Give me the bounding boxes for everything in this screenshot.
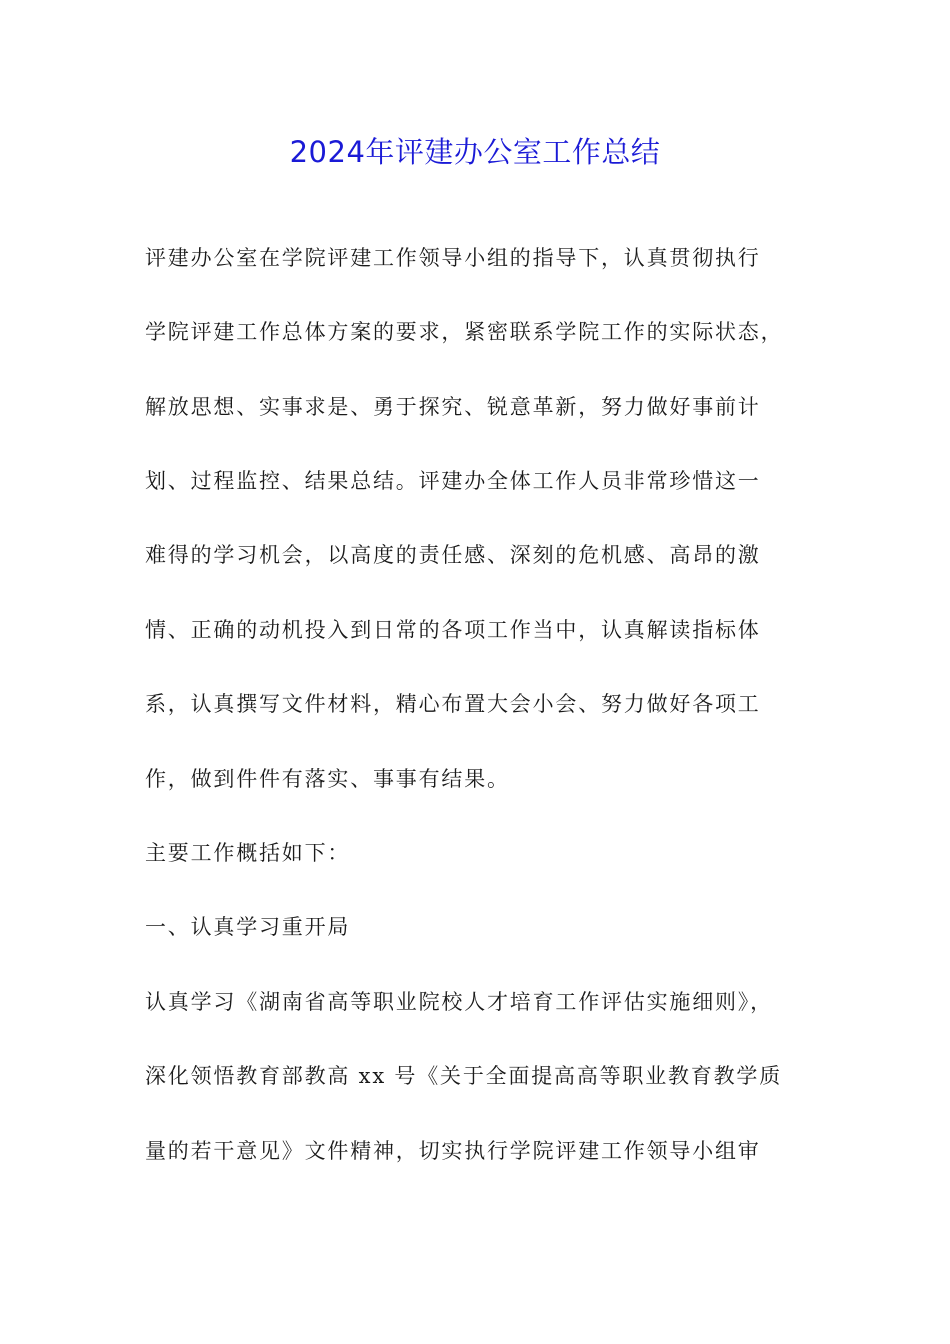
section-heading-1: 一、认真学习重开局 [145,915,351,939]
body-line-2: 学院评建工作总体方案的要求，紧密联系学院工作的实际状态， [145,320,784,344]
body-line-7: 系，认真撰写文件材料，精心布置大会小会、努力做好各项工 [145,692,761,716]
body-line-8: 作，做到件件有落实、事事有结果。 [145,767,510,791]
body-line-5: 难得的学习机会，以高度的责任感、深刻的危机感、高昂的激 [145,543,761,567]
summary-intro-line: 主要工作概括如下： [145,841,351,865]
body-line-10: 深化领悟教育部教高 xx 号《关于全面提高高等职业教育教学质 [145,1064,783,1088]
document-title: 2024年评建办公室工作总结 [289,135,661,169]
body-line-3: 解放思想、实事求是、勇于探究、锐意革新，努力做好事前计 [145,395,761,419]
body-line-4: 划、过程监控、结果总结。评建办全体工作人员非常珍惜这一 [145,469,761,493]
body-line-9: 认真学习《湖南省高等职业院校人才培育工作评估实施细则》， [145,990,773,1014]
body-line-1: 评建办公室在学院评建工作领导小组的指导下，认真贯彻执行 [145,246,761,270]
body-line-11: 量的若干意见》文件精神，切实执行学院评建工作领导小组审 [145,1139,761,1163]
body-line-6: 情、正确的动机投入到日常的各项工作当中，认真解读指标体 [145,618,761,642]
